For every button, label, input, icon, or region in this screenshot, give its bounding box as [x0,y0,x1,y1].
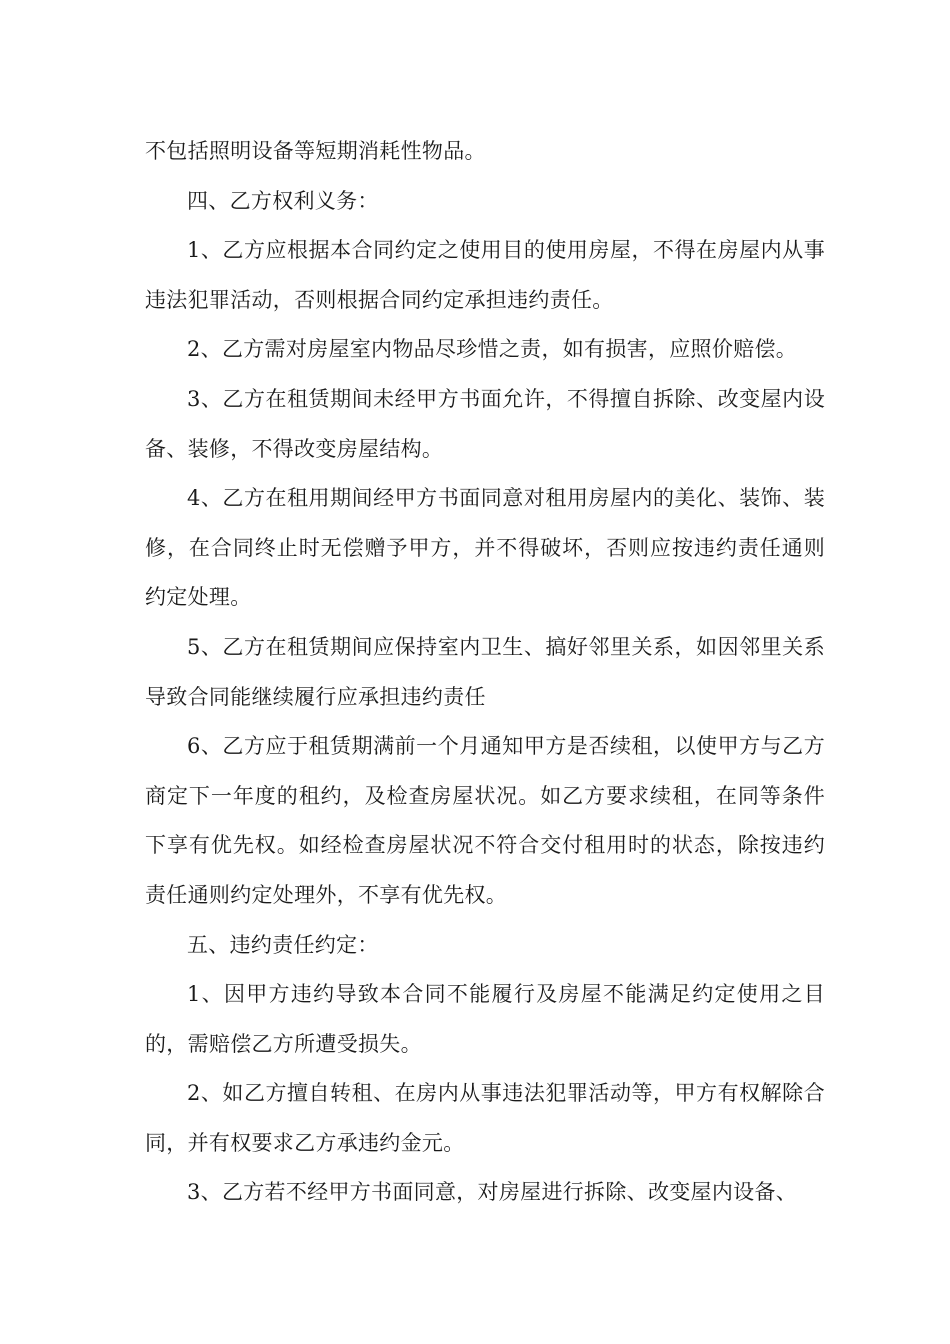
clause-5-2: 2、如乙方擅自转租、在房内从事违法犯罪活动等，甲方有权解除合同，并有权要求乙方承违约金元。 [145,1081,825,1155]
clause-4-2: 2、乙方需对房屋室内物品尽珍惜之责，如有损害，应照价赔偿。 [187,337,798,362]
section-heading-tenant-rights: 四、乙方权利义务： [187,188,379,213]
clause-4-3: 3、乙方在租赁期间未经甲方书面允许，不得擅自拆除、改变屋内设备、装修，不得改变房屋结构。 [145,386,825,461]
clause-4-5: 5、乙方在租赁期间应保持室内卫生、搞好邻里关系，如因邻里关系导致合同能继续履行应承担违约责任 [145,634,825,709]
clause-4-6: 6、乙方应于租赁期满前一个月通知甲方是否续租，以使甲方与乙方商定下一年度的租约，及检查房屋状况。如乙方要求续租，在同等条件下享有优先权。如经检查房屋状况不符合交付租用时的状态，除按违约责任通则约定处理外，不享有优先权。 [145,734,825,907]
section-heading-breach-liability: 五、违约责任约定： [187,932,379,957]
paragraph-continuation: 不包括照明设备等短期消耗性物品。 [145,139,486,163]
clause-5-3: 3、乙方若不经甲方书面同意，对房屋进行拆除、改变屋内设备、 [187,1180,798,1205]
clause-4-1: 1、乙方应根据本合同约定之使用目的使用房屋，不得在房屋内从事违法犯罪活动，否则根据合同约定承担违约责任。 [145,238,825,312]
clause-5-1: 1、因甲方违约导致本合同不能履行及房屋不能满足约定使用之目的，需赔偿乙方所遭受损失。 [145,982,825,1056]
clause-4-4: 4、乙方在租用期间经甲方书面同意对租用房屋内的美化、装饰、装修，在合同终止时无偿赠予甲方，并不得破坏，否则应按违约责任通则约定处理。 [145,486,825,610]
document-page [145,127,825,1218]
